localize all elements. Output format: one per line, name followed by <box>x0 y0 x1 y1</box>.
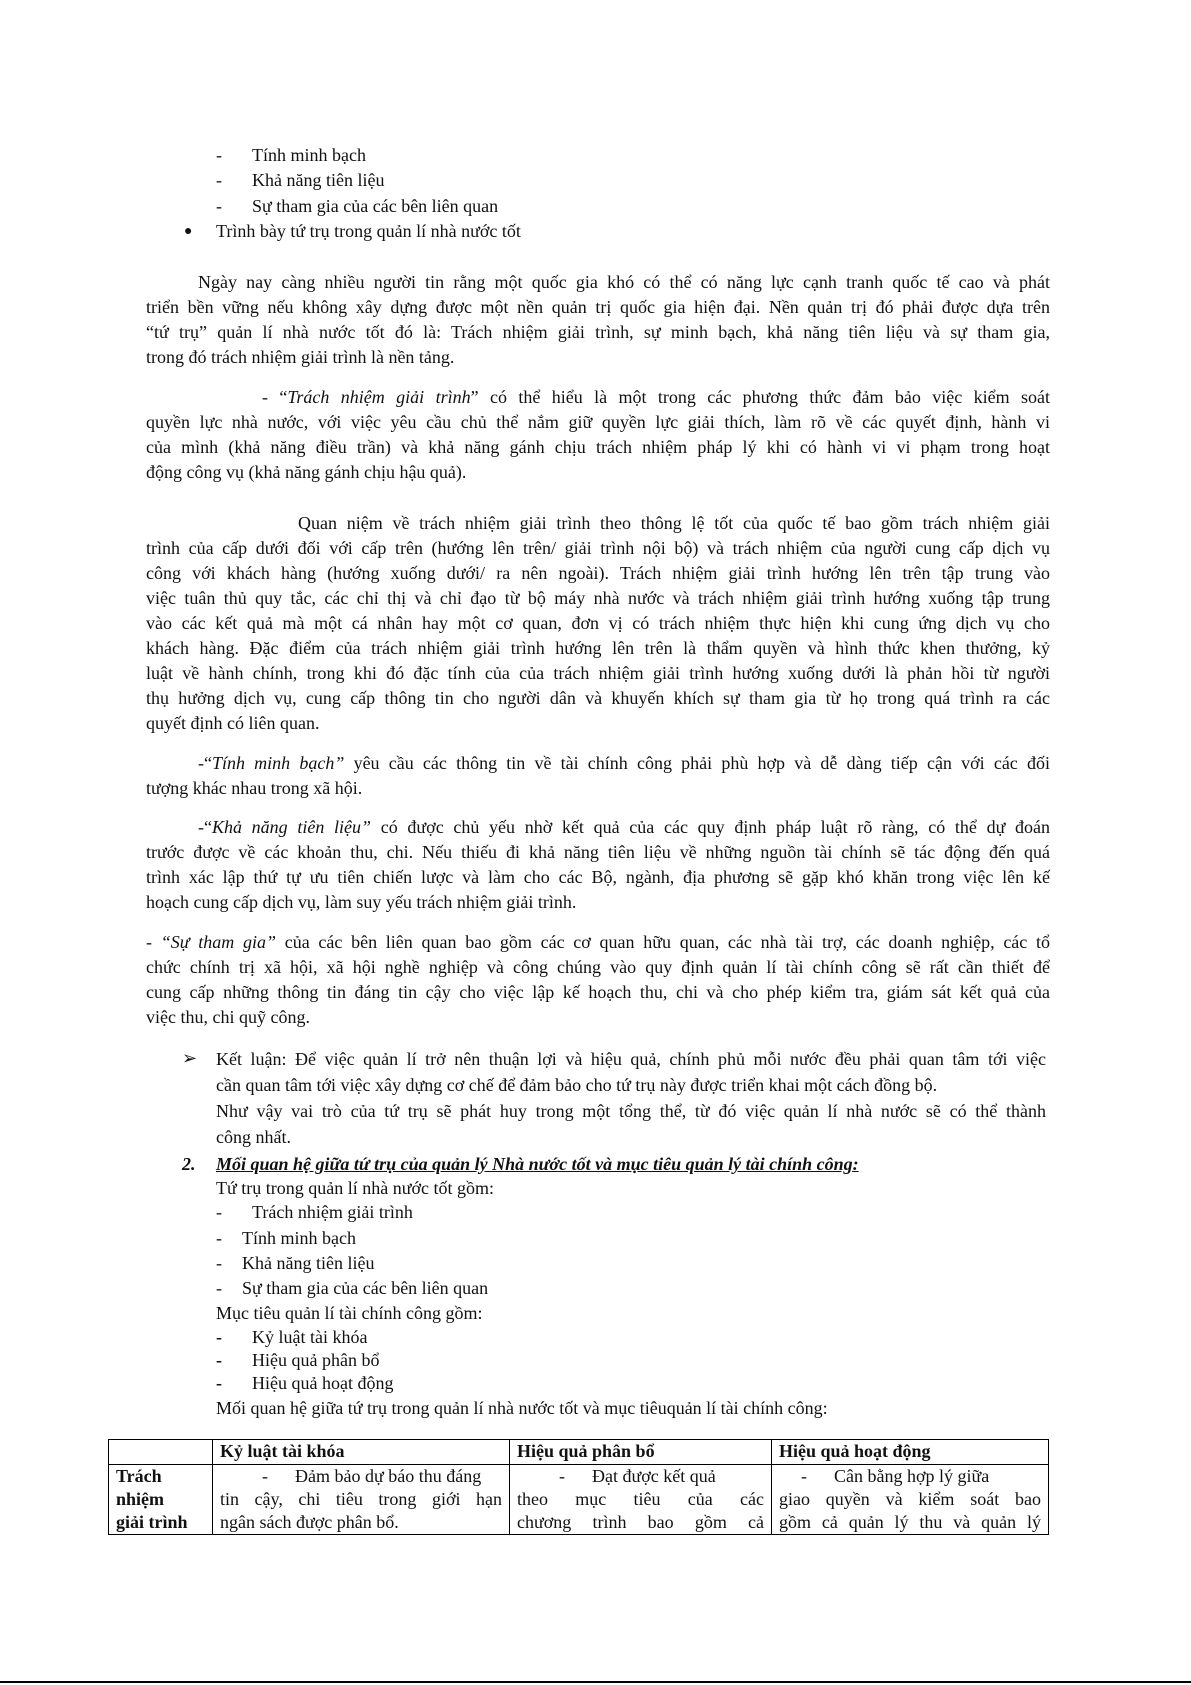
dash-marker: - <box>216 1228 222 1248</box>
table-cell: - Đạt được kết quả theo mục tiêu của các chương trình bao gồm cả <box>510 1465 772 1535</box>
table-header-cell: Hiệu quả hoạt động <box>772 1440 1049 1465</box>
table-header-cell: Kỷ luật tài khóa <box>213 1440 510 1465</box>
pillar-item: Sự tham gia của các bên liên quan <box>242 1278 489 1298</box>
dash-marker: - <box>216 1373 222 1393</box>
accountability-paragraph: - “Trách nhiệm giải trình” có thể hiểu là một trong các phương thức đảm bảo việc kiểm soát quyền lực nhà nước, với việc yêu cầu chủ thể nắm giữ quyền lực giải thích, làm rõ về các quyết định, hành vi của mình (khả năng điều trần) và khả năng gánh chịu trách nhiệm pháp lý khi có hành vi vi phạm trong hoạt động công vụ (khả năng gánh chịu hậu quả). <box>146 387 1051 482</box>
goal-item: Hiệu quả phân bổ <box>252 1350 380 1370</box>
dash-marker: - <box>216 1350 222 1370</box>
table-cell: - Đảm bảo dự báo thu đáng tin cậy, chi tiêu trong giới hạn ngân sách được phân bổ. <box>213 1465 510 1535</box>
dash-marker: - <box>216 145 222 165</box>
concept-paragraph: Quan niệm về trách nhiệm giải trình theo thông lệ tốt của quốc tế bao gồm trách nhiệm giải trình của cấp dưới đối với cấp trên (hướng lên trên/ giải trình nội bộ) và trách nhiệm của người cung cấp dịch vụ công với khách hàng (hướng xuống dưới/ ra nên ngoài). Trách nhiệm giải trình hướng lên trên tập trung vào việc tuân thủ quy tắc, các chỉ thị và chỉ đạo từ bộ máy nhà nước và trách nhiệm giải trình hướng xuống tập trung vào các kết quả mà một cá nhân hay một cơ quan, đơn vị có trách nhiệm thực hiện khi cung ứng dịch vụ cho khách hàng. Đặc điểm của trách nhiệm giải trình hướng lên trên là thẩm quyền và hình thức khen thưởng, kỷ luật về hành chính, trong khi đó đặc tính của của trách nhiệm giải trình hướng xuống dưới là phản hồi từ người thụ hưởng dịch vụ, cung cấp thông tin cho người dân và khuyến khích sự tham gia từ họ trong quá trình ra các quyết định có liên quan. <box>146 513 1050 733</box>
list-item: Trình bày tứ trụ trong quản lí nhà nước tốt <box>216 221 521 241</box>
term-transparency: Tính minh bạch” <box>211 753 345 773</box>
term-accountability: Trách nhiệm giải trình <box>287 387 471 407</box>
term-participation: “Sự tham gia” <box>160 932 276 952</box>
page-bottom-rule <box>0 1681 1191 1683</box>
relationship-table <box>108 1439 1049 1535</box>
pillar-item: Khả năng tiên liệu <box>242 1253 375 1273</box>
row-header-cell: Trách nhiệm giải trình <box>109 1465 213 1535</box>
term-predictability: Khả năng tiên liệu” <box>211 817 372 837</box>
pillars-intro: Tứ trụ trong quản lí nhà nước tốt gồm: <box>216 1178 494 1198</box>
table-header-cell <box>109 1440 213 1465</box>
list-item: Sự tham gia của các bên liên quan <box>252 196 499 216</box>
conclusion-paragraph: Kết luận: Để việc quản lí trở nên thuận lợi và hiệu quả, chính phủ mỗi nước đều phải quan tâm tới việc cần quan tâm tới việc xây dựng cơ chế để đảm bảo cho tứ trụ này được triển khai một cách đồng bộ. Như vậy vai trò của tứ trụ sẽ phát huy trong một tổng thể, từ đó việc quản lí nhà nước sẽ có thể thành công nhất. <box>216 1049 1046 1147</box>
table-cell: - Cân bằng hợp lý giữa giao quyền và kiểm soát bao gồm cả quản lý thu và quản lý <box>772 1465 1049 1535</box>
predictability-paragraph: -“Khả năng tiên liệu” có được chủ yếu nhờ kết quả của các quy định pháp luật rõ ràng, có thể dự đoán trước được về các khoản thu, chi. Nếu thiếu đi khả năng tiên liệu về những nguồn tài chính sẽ tác động đến quá trình xác lập thứ tự ưu tiên chiến lược và làm cho các Bộ, ngành, địa phương sẽ gặp khó khăn trong việc lên kế hoạch cung cấp dịch vụ, làm suy yếu trách nhiệm giải trình. <box>146 817 1051 912</box>
intro-paragraph: Ngày nay càng nhiều người tin rằng một quốc gia khó có thể có năng lực cạnh tranh quốc tế cao và phát triển bền vững nếu không xây dựng được một nền quản trị quốc gia hiện đại. Nền quản trị đó phải được dựa trên “tứ trụ” quản lí nhà nước tốt đó là: Trách nhiệm giải trình, sự minh bạch, khả năng tiên liệu và sự tham gia, trong đó trách nhiệm giải trình là nền tảng. <box>146 272 1050 367</box>
table-header-row <box>109 1440 1049 1465</box>
goal-item: Kỷ luật tài khóa <box>252 1327 368 1347</box>
goals-intro: Mục tiêu quản lí tài chính công gồm: <box>216 1303 483 1323</box>
table-header-cell: Hiệu quả phân bổ <box>510 1440 772 1465</box>
dash-marker: - <box>216 1327 222 1347</box>
pillar-item: Tính minh bạch <box>242 1228 356 1248</box>
relation-intro: Mối quan hệ giữa tứ trụ trong quản lí nhà nước tốt và mục tiêuquản lí tài chính công: <box>216 1398 828 1418</box>
dash-marker: - <box>216 170 222 190</box>
transparency-paragraph: -“Tính minh bạch” yêu cầu các thông tin về tài chính công phải phù hợp và dễ dàng tiếp cận với các đối tượng khác nhau trong xã hội. <box>146 753 1050 798</box>
dash-marker: - <box>216 196 222 216</box>
list-item: Tính minh bạch <box>252 145 366 165</box>
section-number: 2. <box>182 1154 196 1174</box>
table-row <box>109 1465 1049 1535</box>
bullet-icon: ● <box>184 224 193 239</box>
dash-marker: - <box>216 1202 222 1222</box>
dash-marker: - <box>216 1253 222 1273</box>
section-heading: Mối quan hệ giữa tứ trụ của quản lý Nhà nước tốt và mục tiêu quản lý tài chính công: <box>216 1154 859 1174</box>
arrow-bullet-icon: ➢ <box>182 1048 198 1068</box>
participation-paragraph: - “Sự tham gia” của các bên liên quan bao gồm các cơ quan hữu quan, các nhà tài trợ, các doanh nghiệp, các tổ chức chính trị xã hội, xã hội nghề nghiệp và công chúng vào quy định quản lí tài chính công sẽ rất cần thiết để cung cấp những thông tin đáng tin cậy cho việc lập kế hoạch thu, chi và cho phép kiểm tra, giám sát kết quả của việc thu, chi quỹ công. <box>146 932 1051 1027</box>
goal-item: Hiệu quả hoạt động <box>252 1373 394 1393</box>
dash-marker: - <box>216 1278 222 1298</box>
list-item: Khả năng tiên liệu <box>252 170 385 190</box>
pillar-item: Trách nhiệm giải trình <box>252 1202 413 1222</box>
